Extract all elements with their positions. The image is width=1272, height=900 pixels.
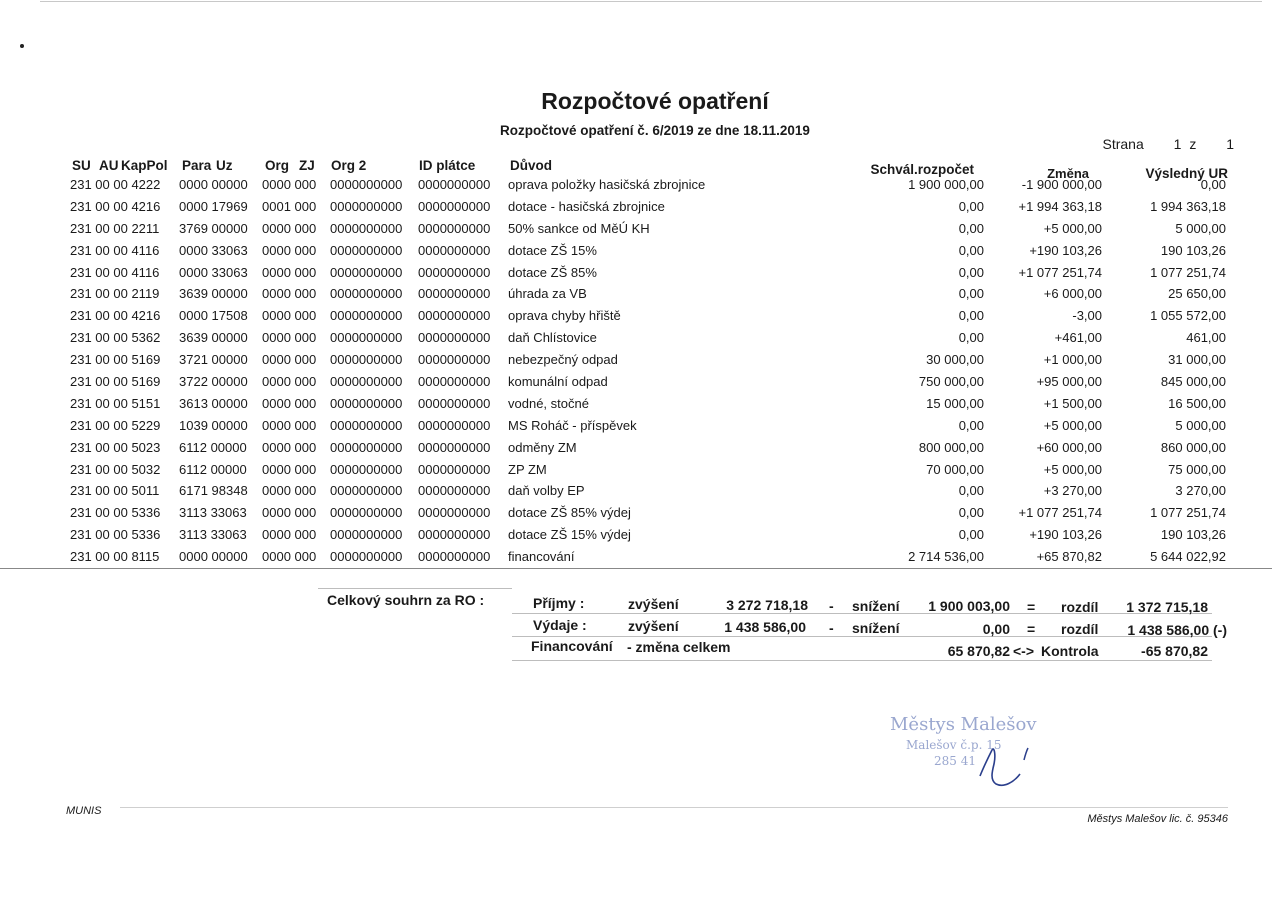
cell-duvod: daň volby EP — [508, 483, 585, 499]
summary-prijmy-eq: = — [1027, 599, 1036, 615]
cell-org2: 0000000000 — [330, 242, 403, 258]
cell-org-zj: 0000 000 — [262, 352, 317, 368]
cell-vysledny: 461,00 — [1186, 330, 1226, 346]
cell-duvod: ZP ZM — [508, 461, 547, 477]
cell-zmena: +6 000,00 — [1043, 286, 1102, 302]
table-row — [0, 437, 1272, 459]
cell-id-platce: 0000000000 — [418, 527, 491, 543]
summary-financovani-value: 65 870,82 — [947, 643, 1010, 659]
cell-schval: 70 000,00 — [926, 461, 984, 477]
summary-vydaje-dec-label: snížení — [852, 620, 900, 636]
cell-zmena: +1 077 251,74 — [1018, 505, 1102, 521]
cell-duvod: dotace ZŠ 85% — [508, 264, 597, 280]
summary-financovani-label: Financování — [531, 638, 613, 654]
cell-vysledny: 5 000,00 — [1175, 220, 1226, 236]
cell-su-au-kappol: 231 00 00 8115 — [70, 549, 160, 565]
cell-para-uz: 3113 33063 — [179, 505, 247, 521]
cell-vysledny: 75 000,00 — [1168, 461, 1226, 477]
cell-vysledny: 190 103,26 — [1160, 242, 1226, 258]
cell-org-zj: 0000 000 — [262, 417, 317, 433]
cell-id-platce: 0000000000 — [418, 198, 491, 214]
cell-para-uz: 6112 00000 — [179, 439, 247, 455]
cell-id-platce: 0000000000 — [418, 395, 491, 411]
col-header-kappol: KapPol — [121, 158, 168, 173]
cell-id-platce: 0000000000 — [418, 286, 491, 302]
cell-org2: 0000000000 — [330, 308, 403, 324]
cell-para-uz: 6171 98348 — [179, 483, 248, 499]
cell-para-uz: 3721 00000 — [179, 352, 248, 368]
cell-para-uz: 3639 00000 — [179, 286, 248, 302]
table-row — [0, 218, 1272, 240]
col-header-duvod: Důvod — [510, 158, 552, 173]
cell-duvod: dotace ZŠ 15% výdej — [508, 527, 631, 543]
cell-org-zj: 0000 000 — [262, 242, 317, 258]
cell-org-zj: 0000 000 — [262, 177, 317, 192]
cell-schval: 0,00 — [958, 198, 984, 214]
cell-para-uz: 0000 17508 — [179, 308, 248, 324]
col-header-zmena: Změna — [1047, 166, 1089, 181]
col-header-au: AU — [99, 158, 119, 173]
table-row — [0, 305, 1272, 327]
cell-org-zj: 0000 000 — [262, 220, 317, 236]
cell-duvod: oprava chyby hřiště — [508, 308, 621, 324]
col-header-schval: Schvál.rozpočet — [870, 162, 974, 177]
cell-zmena: +190 103,26 — [1029, 242, 1102, 258]
cell-org2: 0000000000 — [330, 505, 403, 521]
table-row — [0, 283, 1272, 305]
cell-id-platce: 0000000000 — [418, 417, 491, 433]
summary-prijmy-inc: 3 272 718,18 — [726, 597, 808, 613]
page-indicator — [1102, 136, 1234, 152]
cell-org2: 0000000000 — [330, 527, 403, 543]
cell-schval: 1 900 000,00 — [908, 177, 984, 192]
summary-financovani-change-label: - změna celkem — [627, 639, 731, 655]
cell-vysledny: 3 270,00 — [1175, 483, 1226, 499]
document-subtitle: Rozpočtové opatření č. 6/2019 ze dne 18.11.2019 — [500, 123, 810, 138]
col-header-id-platce: ID plátce — [419, 158, 476, 173]
cell-zmena: +190 103,26 — [1029, 527, 1102, 543]
cell-duvod: dotace ZŠ 15% — [508, 242, 597, 258]
cell-duvod: odměny ZM — [508, 439, 577, 455]
cell-id-platce: 0000000000 — [418, 439, 491, 455]
cell-org-zj: 0000 000 — [262, 264, 317, 280]
cell-schval: 0,00 — [958, 505, 984, 521]
summary-vydaje-dec: 0,00 — [982, 621, 1010, 637]
cell-org2: 0000000000 — [330, 461, 403, 477]
cell-id-platce: 0000000000 — [418, 374, 491, 390]
cell-su-au-kappol: 231 00 00 4222 — [70, 177, 161, 192]
cell-su-au-kappol: 231 00 00 5362 — [70, 330, 161, 346]
cell-schval: 0,00 — [958, 330, 984, 346]
cell-id-platce: 0000000000 — [418, 352, 491, 368]
summary-prijmy-dec-label: snížení — [852, 598, 900, 614]
cell-id-platce: 0000000000 — [418, 330, 491, 346]
scan-top-edge — [40, 1, 1262, 2]
cell-org2: 0000000000 — [330, 177, 403, 192]
cell-org-zj: 0000 000 — [262, 286, 317, 302]
cell-org-zj: 0000 000 — [262, 330, 317, 346]
summary-vydaje-label: Výdaje : — [533, 617, 587, 633]
cell-id-platce: 0000000000 — [418, 264, 491, 280]
cell-para-uz: 3769 00000 — [179, 220, 248, 236]
table-row — [0, 502, 1272, 524]
summary-label: Celkový souhrn za RO : — [327, 592, 485, 608]
cell-duvod: financování — [508, 549, 575, 565]
cell-org-zj: 0000 000 — [262, 395, 317, 411]
page-number: 1 — [1173, 136, 1182, 152]
cell-duvod: úhrada za VB — [508, 286, 587, 302]
cell-zmena: +95 000,00 — [1036, 374, 1102, 390]
table-row — [0, 327, 1272, 349]
cell-duvod: 50% sankce od MěÚ KH — [508, 220, 650, 236]
cell-para-uz: 6112 00000 — [179, 461, 247, 477]
cell-para-uz: 3722 00000 — [179, 374, 248, 390]
cell-vysledny: 31 000,00 — [1168, 352, 1226, 368]
cell-zmena: +1 000,00 — [1043, 352, 1102, 368]
table-row — [0, 459, 1272, 481]
cell-para-uz: 1039 00000 — [179, 417, 248, 433]
cell-org-zj: 0000 000 — [262, 549, 317, 565]
summary-kontrola-label: Kontrola — [1041, 643, 1099, 659]
cell-vysledny: 5 644 022,92 — [1150, 549, 1226, 565]
summary-vydaje-eq: = — [1027, 621, 1036, 637]
cell-su-au-kappol: 231 00 00 5151 — [70, 395, 161, 411]
table-row — [0, 240, 1272, 262]
summary-prijmy-dash: - — [829, 598, 834, 614]
stamp-line-1: Městys Malešov — [890, 714, 1037, 735]
cell-org-zj: 0000 000 — [262, 439, 317, 455]
cell-para-uz: 3613 00000 — [179, 395, 248, 411]
cell-org-zj: 0000 000 — [262, 308, 317, 324]
cell-duvod: daň Chlístovice — [508, 330, 597, 346]
cell-zmena: +1 077 251,74 — [1018, 264, 1102, 280]
cell-su-au-kappol: 231 00 00 5229 — [70, 417, 161, 433]
scan-speck — [20, 44, 24, 48]
summary-vydaje-diff: 1 438 586,00 (-) — [1127, 622, 1227, 638]
col-header-uz: Uz — [216, 158, 233, 173]
page-total: 1 — [1226, 136, 1234, 152]
footer-software: MUNIS — [66, 805, 102, 817]
cell-schval: 0,00 — [958, 527, 984, 543]
summary-prijmy-inc-label: zvýšení — [628, 596, 679, 612]
cell-org-zj: 0000 000 — [262, 483, 317, 499]
cell-duvod: nebezpečný odpad — [508, 352, 618, 368]
summary-kontrola-value: -65 870,82 — [1141, 643, 1208, 659]
table-row — [0, 415, 1272, 437]
cell-vysledny: 845 000,00 — [1160, 374, 1226, 390]
cell-zmena: -3,00 — [1072, 308, 1102, 324]
summary-vydaje-diff-label: rozdíl — [1061, 621, 1099, 637]
cell-id-platce: 0000000000 — [418, 461, 491, 477]
cell-org2: 0000000000 — [330, 439, 403, 455]
cell-schval: 15 000,00 — [926, 395, 984, 411]
cell-duvod: komunální odpad — [508, 374, 608, 390]
cell-para-uz: 0000 33063 — [179, 264, 248, 280]
cell-vysledny: 860 000,00 — [1160, 439, 1226, 455]
summary-prijmy-dec: 1 900 003,00 — [928, 598, 1010, 614]
cell-vysledny: 5 000,00 — [1175, 417, 1226, 433]
cell-org-zj: 0000 000 — [262, 527, 317, 543]
cell-zmena: +1 500,00 — [1043, 395, 1102, 411]
cell-id-platce: 0000000000 — [418, 483, 491, 499]
cell-org2: 0000000000 — [330, 198, 403, 214]
cell-para-uz: 0000 00000 — [179, 177, 248, 192]
table-row — [0, 174, 1272, 196]
cell-su-au-kappol: 231 00 00 2211 — [70, 220, 160, 236]
table-row — [0, 546, 1272, 569]
cell-org-zj: 0000 000 — [262, 461, 317, 477]
cell-vysledny: 16 500,00 — [1168, 395, 1226, 411]
col-header-org: Org — [265, 158, 290, 173]
table-row — [0, 393, 1272, 415]
cell-schval: 0,00 — [958, 264, 984, 280]
document-title: Rozpočtové opatření — [541, 88, 769, 114]
cell-su-au-kappol: 231 00 00 5336 — [70, 505, 161, 521]
cell-su-au-kappol: 231 00 00 5011 — [70, 483, 160, 499]
cell-zmena: +461,00 — [1054, 330, 1102, 346]
cell-schval: 0,00 — [958, 242, 984, 258]
cell-su-au-kappol: 231 00 00 4116 — [70, 242, 160, 258]
cell-vysledny: 1 077 251,74 — [1150, 505, 1226, 521]
cell-schval: 2 714 536,00 — [908, 549, 984, 565]
table-row — [0, 524, 1272, 546]
cell-org2: 0000000000 — [330, 330, 403, 346]
stamp-line-3: 285 41 — [934, 754, 976, 768]
cell-schval: 0,00 — [958, 483, 984, 499]
col-header-vysledny: Výsledný UR — [1145, 166, 1228, 181]
cell-org-zj: 0000 000 — [262, 374, 317, 390]
cell-org2: 0000000000 — [330, 220, 403, 236]
footer-divider — [120, 807, 1228, 808]
footer-license: Městys Malešov lic. č. 95346 — [1087, 813, 1228, 825]
cell-duvod: dotace - hasičská zbrojnice — [508, 198, 665, 214]
cell-vysledny: 1 994 363,18 — [1150, 198, 1226, 214]
col-header-org2: Org 2 — [331, 158, 367, 173]
summary-vydaje-inc-label: zvýšení — [628, 618, 679, 634]
cell-duvod: dotace ZŠ 85% výdej — [508, 505, 631, 521]
cell-zmena: -1 900 000,00 — [1021, 177, 1102, 192]
cell-schval: 0,00 — [958, 417, 984, 433]
cell-su-au-kappol: 231 00 00 5169 — [70, 374, 161, 390]
cell-para-uz: 0000 33063 — [179, 242, 248, 258]
cell-zmena: +1 994 363,18 — [1018, 198, 1102, 214]
cell-duvod: oprava položky hasičská zbrojnice — [508, 177, 706, 192]
cell-schval: 30 000,00 — [926, 352, 984, 368]
cell-su-au-kappol: 231 00 00 4116 — [70, 264, 160, 280]
summary-divider — [318, 588, 512, 589]
cell-duvod: MS Roháč - příspěvek — [508, 417, 637, 433]
cell-su-au-kappol: 231 00 00 2119 — [70, 286, 160, 302]
cell-schval: 0,00 — [958, 220, 984, 236]
cell-vysledny: 190 103,26 — [1160, 527, 1226, 543]
cell-su-au-kappol: 231 00 00 4216 — [70, 198, 161, 214]
cell-org2: 0000000000 — [330, 286, 403, 302]
cell-org-zj: 0000 000 — [262, 505, 317, 521]
summary-financovani-arrow: <-> — [1013, 643, 1035, 659]
cell-id-platce: 0000000000 — [418, 549, 491, 565]
cell-org-zj: 0001 000 — [262, 198, 317, 214]
summary-vydaje-inc: 1 438 586,00 — [724, 619, 806, 635]
page-of: z — [1189, 136, 1197, 152]
cell-para-uz: 0000 17969 — [179, 198, 248, 214]
cell-org2: 0000000000 — [330, 549, 403, 565]
summary-prijmy-diff: 1 372 715,18 — [1126, 599, 1208, 615]
budget-table-body — [0, 174, 1272, 569]
cell-schval: 800 000,00 — [918, 439, 984, 455]
cell-zmena: +5 000,00 — [1043, 461, 1102, 477]
table-row — [0, 371, 1272, 393]
cell-para-uz: 0000 00000 — [179, 549, 248, 565]
summary-divider — [512, 660, 1212, 661]
table-row — [0, 349, 1272, 371]
summary-vydaje-dash: - — [829, 620, 834, 636]
cell-org2: 0000000000 — [330, 264, 403, 280]
summary-prijmy-label: Příjmy : — [533, 595, 585, 611]
cell-su-au-kappol: 231 00 00 5032 — [70, 461, 161, 477]
cell-su-au-kappol: 231 00 00 5336 — [70, 527, 161, 543]
cell-vysledny: 0,00 — [1200, 177, 1226, 192]
cell-duvod: vodné, stočné — [508, 395, 589, 411]
municipal-stamp — [888, 714, 1038, 794]
cell-zmena: +5 000,00 — [1043, 417, 1102, 433]
summary-prijmy-diff-label: rozdíl — [1061, 599, 1099, 615]
cell-schval: 750 000,00 — [918, 374, 984, 390]
cell-id-platce: 0000000000 — [418, 177, 491, 192]
cell-org2: 0000000000 — [330, 483, 403, 499]
cell-zmena: +3 270,00 — [1043, 483, 1102, 499]
table-row — [0, 262, 1272, 284]
col-header-zj: ZJ — [299, 158, 315, 173]
cell-zmena: +5 000,00 — [1043, 220, 1102, 236]
cell-para-uz: 3113 33063 — [179, 527, 247, 543]
cell-zmena: +60 000,00 — [1036, 439, 1102, 455]
cell-schval: 0,00 — [958, 286, 984, 302]
cell-id-platce: 0000000000 — [418, 505, 491, 521]
cell-vysledny: 1 055 572,00 — [1150, 308, 1226, 324]
col-header-su: SU — [72, 158, 91, 173]
cell-id-platce: 0000000000 — [418, 308, 491, 324]
cell-vysledny: 25 650,00 — [1168, 286, 1226, 302]
cell-para-uz: 3639 00000 — [179, 330, 248, 346]
table-row — [0, 196, 1272, 218]
cell-id-platce: 0000000000 — [418, 220, 491, 236]
summary-divider — [512, 636, 1212, 637]
signature-icon — [888, 714, 1038, 794]
cell-org2: 0000000000 — [330, 395, 403, 411]
cell-schval: 0,00 — [958, 308, 984, 324]
cell-org2: 0000000000 — [330, 374, 403, 390]
table-row — [0, 480, 1272, 502]
cell-org2: 0000000000 — [330, 352, 403, 368]
cell-org2: 0000000000 — [330, 417, 403, 433]
cell-vysledny: 1 077 251,74 — [1150, 264, 1226, 280]
cell-su-au-kappol: 231 00 00 4216 — [70, 308, 161, 324]
cell-su-au-kappol: 231 00 00 5023 — [70, 439, 161, 455]
cell-zmena: +65 870,82 — [1036, 549, 1102, 565]
stamp-line-2: Malešov č.p. 15 — [906, 738, 1002, 752]
page-label: Strana — [1102, 136, 1144, 152]
cell-su-au-kappol: 231 00 00 5169 — [70, 352, 161, 368]
col-header-para: Para — [182, 158, 212, 173]
cell-id-platce: 0000000000 — [418, 242, 491, 258]
